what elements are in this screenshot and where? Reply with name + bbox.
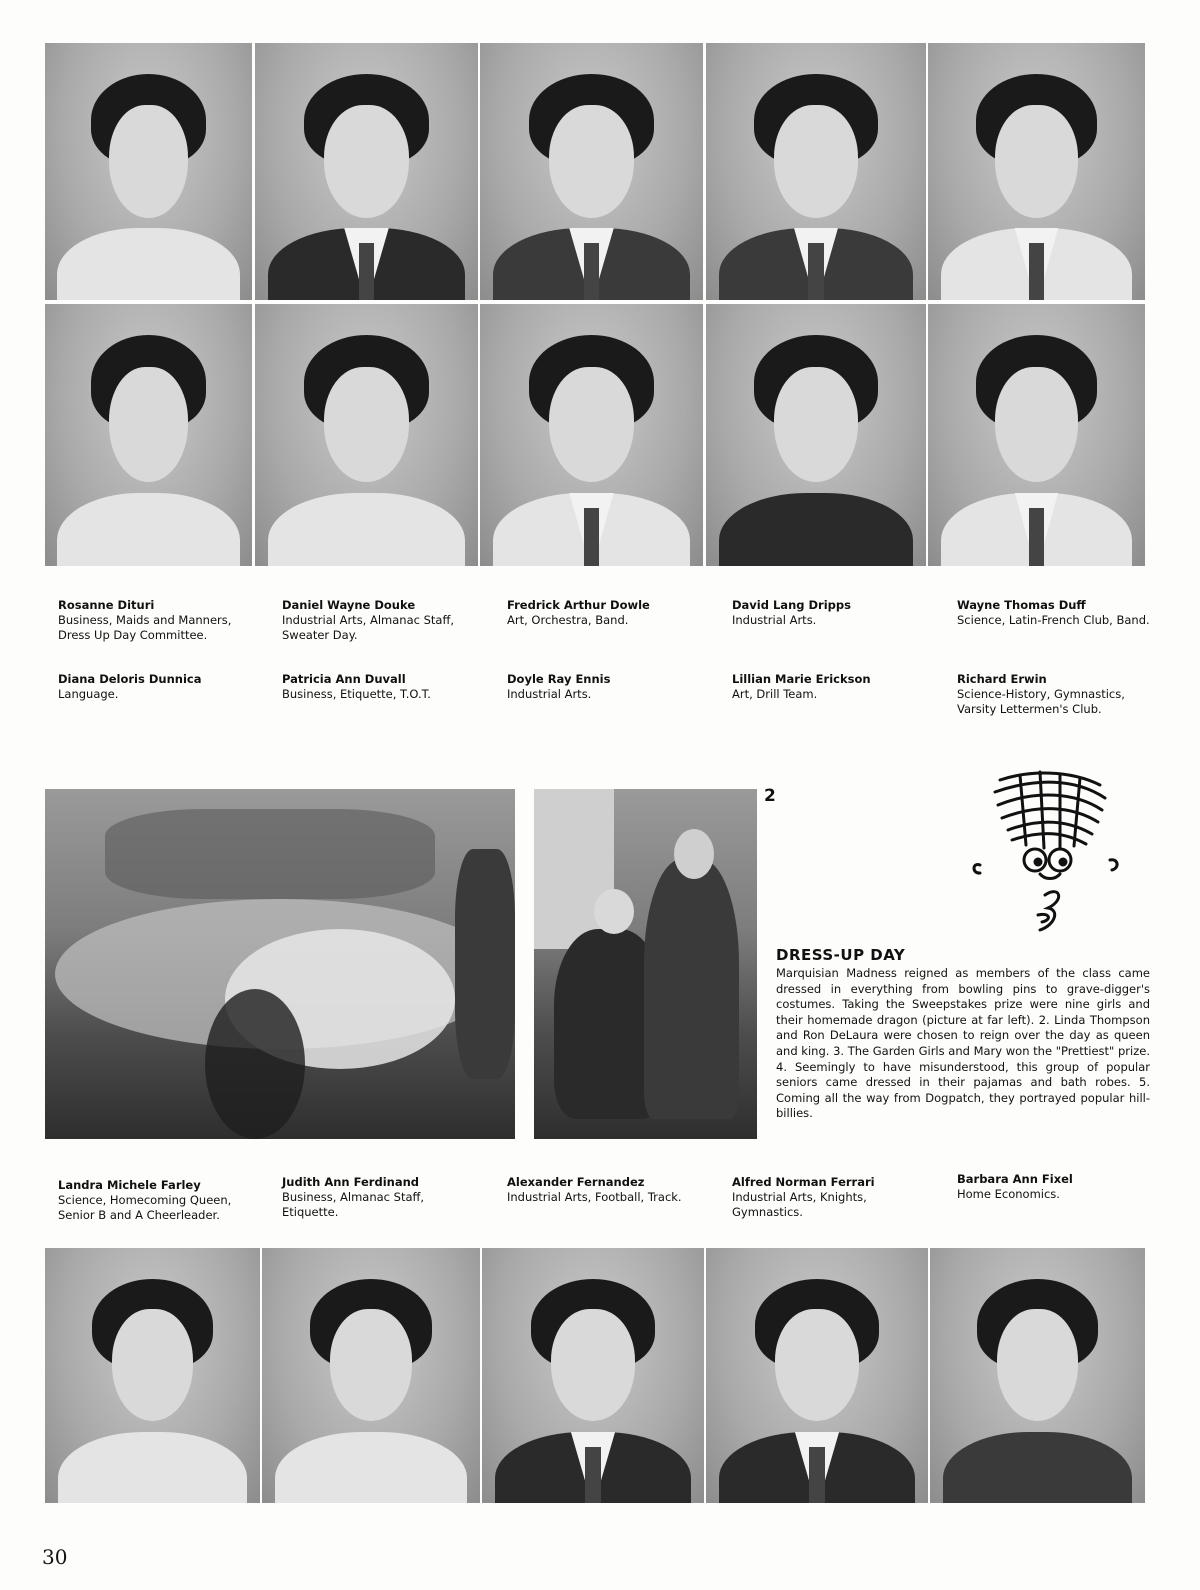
caption-patricia-ann-duvall bbox=[282, 672, 482, 702]
portrait-judith-ann-ferdinand bbox=[262, 1248, 480, 1503]
caption-david-lang-dripps bbox=[732, 598, 932, 628]
student-name: Judith Ann Ferdinand bbox=[282, 1175, 420, 1189]
section-heading: DRESS-UP DAY bbox=[776, 946, 906, 964]
student-name: Lillian Marie Erickson bbox=[732, 672, 871, 686]
portrait-daniel-wayne-douke bbox=[255, 43, 478, 300]
student-name: Rosanne Dituri bbox=[58, 598, 155, 612]
queen-king-photo bbox=[534, 789, 757, 1139]
caption-alfred-norman-ferrari bbox=[732, 1175, 932, 1220]
portrait-alexander-fernandez bbox=[482, 1248, 704, 1503]
page-number: 30 bbox=[42, 1545, 68, 1569]
student-activities: Business, Etiquette, T.O.T. bbox=[282, 687, 431, 701]
student-activities: Industrial Arts. bbox=[507, 687, 592, 701]
student-name: Doyle Ray Ennis bbox=[507, 672, 611, 686]
student-name: Wayne Thomas Duff bbox=[957, 598, 1086, 612]
portrait-alfred-norman-ferrari bbox=[706, 1248, 928, 1503]
student-name: Alfred Norman Ferrari bbox=[732, 1175, 875, 1189]
caption-lillian-marie-erickson bbox=[732, 672, 932, 702]
portrait-fredrick-arthur-dowle bbox=[480, 43, 703, 300]
student-activities: Business, Almanac Staff, Etiquette. bbox=[282, 1190, 425, 1219]
student-activities: Language. bbox=[58, 687, 119, 701]
section-body-text: Marquisian Madness reigned as members of the class came dressed in everything from bowling pins to grave-digger's costumes. Taking the Sweepstakes prize were nine girls and their homemade dragon (picture at far left). 2. Linda Thompson and Ron DeLaura were chosen to reign over the day as queen and king. 3. The Garden Girls and Mary won the "Prettiest" prize. 4. Seemingly to have misunderstood, this group of popular seniors came dressed in their pajamas and bath robes. 5. Coming all the way from Dogpatch, they portrayed popular hill-billies. bbox=[776, 966, 1150, 1121]
caption-diana-deloris-dunnica bbox=[58, 672, 258, 702]
caption-barbara-ann-fixel bbox=[957, 1172, 1157, 1202]
portrait-wayne-thomas-duff bbox=[928, 43, 1145, 300]
caption-landra-michele-farley bbox=[58, 1178, 258, 1223]
student-name: Diana Deloris Dunnica bbox=[58, 672, 202, 686]
caption-judith-ann-ferdinand bbox=[282, 1175, 482, 1220]
portrait-diana-deloris-dunnica bbox=[45, 304, 252, 566]
portrait-richard-erwin bbox=[928, 304, 1145, 566]
portrait-lillian-marie-erickson bbox=[706, 304, 926, 566]
student-name: Patricia Ann Duvall bbox=[282, 672, 406, 686]
student-activities: Science-History, Gymnastics, Varsity Lettermen's Club. bbox=[957, 687, 1125, 716]
portrait-rosanne-dituri bbox=[45, 43, 252, 300]
portrait-doyle-ray-ennis bbox=[480, 304, 703, 566]
caption-wayne-thomas-duff bbox=[957, 598, 1157, 628]
student-activities: Industrial Arts, Almanac Staff, Sweater Day. bbox=[282, 613, 455, 642]
caption-alexander-fernandez bbox=[507, 1175, 707, 1205]
student-name: Barbara Ann Fixel bbox=[957, 1172, 1073, 1186]
student-activities: Science, Latin-French Club, Band. bbox=[957, 613, 1150, 627]
student-activities: Industrial Arts. bbox=[732, 613, 817, 627]
dress-up-dragon-photo bbox=[45, 789, 515, 1139]
caption-rosanne-dituri bbox=[58, 598, 258, 643]
student-activities: Industrial Arts, Football, Track. bbox=[507, 1190, 682, 1204]
student-activities: Science, Homecoming Queen, Senior B and A Cheerleader. bbox=[58, 1193, 232, 1222]
caption-doyle-ray-ennis bbox=[507, 672, 707, 702]
student-name: Fredrick Arthur Dowle bbox=[507, 598, 650, 612]
portrait-david-lang-dripps bbox=[706, 43, 926, 300]
student-activities: Art, Orchestra, Band. bbox=[507, 613, 629, 627]
student-name: Richard Erwin bbox=[957, 672, 1047, 686]
portrait-landra-michele-farley bbox=[45, 1248, 260, 1503]
student-name: Daniel Wayne Douke bbox=[282, 598, 416, 612]
caption-daniel-wayne-douke bbox=[282, 598, 482, 643]
student-name: Alexander Fernandez bbox=[507, 1175, 645, 1189]
student-name: Landra Michele Farley bbox=[58, 1178, 201, 1192]
student-activities: Business, Maids and Manners, Dress Up Day Committee. bbox=[58, 613, 232, 642]
caption-fredrick-arthur-dowle bbox=[507, 598, 707, 628]
photo-number: 2 bbox=[764, 786, 776, 806]
caption-richard-erwin bbox=[957, 672, 1157, 717]
cartoon-face-sketch bbox=[960, 770, 1140, 940]
student-activities: Art, Drill Team. bbox=[732, 687, 818, 701]
student-activities: Home Economics. bbox=[957, 1187, 1060, 1201]
portrait-barbara-ann-fixel bbox=[930, 1248, 1145, 1503]
portrait-patricia-ann-duvall bbox=[255, 304, 478, 566]
student-activities: Industrial Arts, Knights, Gymnastics. bbox=[732, 1190, 867, 1219]
student-name: David Lang Dripps bbox=[732, 598, 851, 612]
